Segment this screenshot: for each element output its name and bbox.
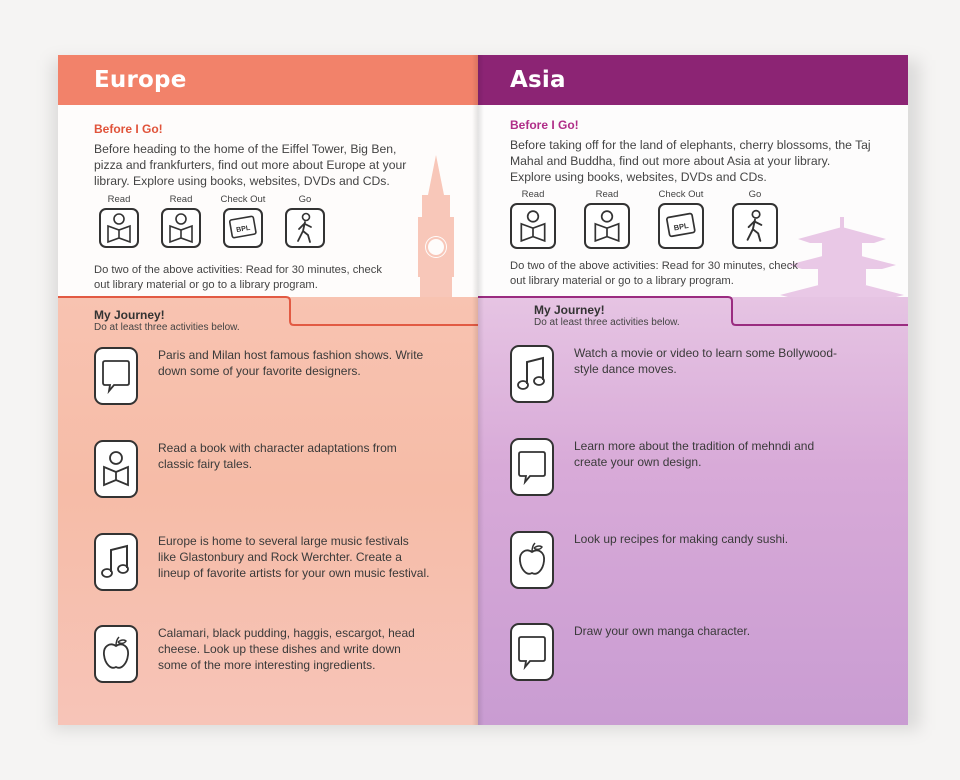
journey-item xyxy=(510,438,846,496)
activity-label: Check Out xyxy=(220,194,266,205)
journey-item-text: Draw your own manga character. xyxy=(574,624,751,638)
intro-text: Before heading to the home of the Eiffel Tower, Big Ben, pizza and frankfurters, find out more about Europe at your library. Explore using books, websites, DVDs and CDs. xyxy=(94,142,407,188)
activity-go xyxy=(280,194,330,248)
reading-person-icon xyxy=(99,208,139,248)
page-title: Europe xyxy=(94,67,187,93)
journey-item xyxy=(510,345,846,403)
reading-person-icon xyxy=(510,203,556,249)
card-text: BPL xyxy=(235,224,251,235)
activity-label: Read xyxy=(521,189,545,200)
journey-item xyxy=(94,533,430,591)
speech-bubble-icon xyxy=(94,347,138,405)
asia-page xyxy=(478,55,908,725)
europe-page xyxy=(58,55,490,725)
before-heading: Before I Go! xyxy=(510,118,579,132)
asia-header xyxy=(478,55,908,105)
speech-bubble-icon xyxy=(510,438,554,496)
activity-label: Go xyxy=(748,189,762,200)
activity-check-out xyxy=(656,189,706,249)
journey-item-text: Watch a movie or video to learn some Bollywood-style dance moves. xyxy=(574,346,838,376)
journey-item-text: Paris and Milan host famous fashion shows. Write down some of your favorite designers. xyxy=(158,348,424,378)
journey-item xyxy=(94,625,430,683)
activity-icons xyxy=(94,194,330,248)
journey-item-text: Europe is home to several large music festivals like Glastonbury and Rock Werchter. Create a lineup of favorite artists for your own music festival. xyxy=(158,534,430,580)
europe-header xyxy=(58,55,490,105)
activity-read xyxy=(156,194,206,248)
journey-item xyxy=(94,440,430,498)
instructions-text: Do two of the above activities: Read for 30 minutes, check out library material or go to a library program. xyxy=(510,260,798,287)
activity-label: Read xyxy=(169,194,193,205)
journey-item-text: Read a book with character adaptations from classic fairy tales. xyxy=(158,441,397,471)
journey-subheading: Do at least three activities below. xyxy=(534,317,680,328)
walking-person-icon xyxy=(732,203,778,249)
journey-item xyxy=(510,531,846,589)
walking-person-icon xyxy=(285,208,325,248)
card-text: BPL xyxy=(672,220,690,233)
activity-icons xyxy=(508,189,780,249)
journey-subheading: Do at least three activities below. xyxy=(94,322,240,333)
page-title: Asia xyxy=(510,67,566,93)
activity-read xyxy=(508,189,558,249)
activity-read xyxy=(582,189,632,249)
journey-item xyxy=(94,347,430,405)
reading-person-icon xyxy=(94,440,138,498)
activity-go xyxy=(730,189,780,249)
reading-person-icon xyxy=(584,203,630,249)
journey-heading: My Journey! xyxy=(534,303,605,317)
journey-item-text: Calamari, black pudding, haggis, escargot, head cheese. Look up these dishes and write down some of the more interesting ingredients. xyxy=(158,626,415,672)
instructions-text: Do two of the above activities: Read for 30 minutes, check out library material or go to a library program. xyxy=(94,264,382,291)
activity-label: Read xyxy=(595,189,619,200)
library-card-icon xyxy=(658,203,704,249)
activity-label: Read xyxy=(107,194,131,205)
activity-check-out xyxy=(218,194,268,248)
apple-icon xyxy=(94,625,138,683)
journey-item-text: Look up recipes for making candy sushi. xyxy=(574,532,789,546)
apple-icon xyxy=(510,531,554,589)
before-heading: Before I Go! xyxy=(94,122,163,136)
reading-person-icon xyxy=(161,208,201,248)
journey-item-text: Learn more about the tradition of mehndi and create your own design. xyxy=(574,439,815,469)
journey-item xyxy=(510,623,846,681)
intro-text: Before taking off for the land of elephants, cherry blossoms, the Taj Mahal and Buddha, find out more about Asia at your library. Explore using books, websites, DVDs and CDs. xyxy=(510,138,871,184)
journey-heading: My Journey! xyxy=(94,308,165,322)
library-card-icon xyxy=(223,208,263,248)
activity-label: Check Out xyxy=(658,189,704,200)
activity-label: Go xyxy=(298,194,312,205)
music-note-icon xyxy=(510,345,554,403)
activity-read xyxy=(94,194,144,248)
speech-bubble-icon xyxy=(510,623,554,681)
music-note-icon xyxy=(94,533,138,591)
